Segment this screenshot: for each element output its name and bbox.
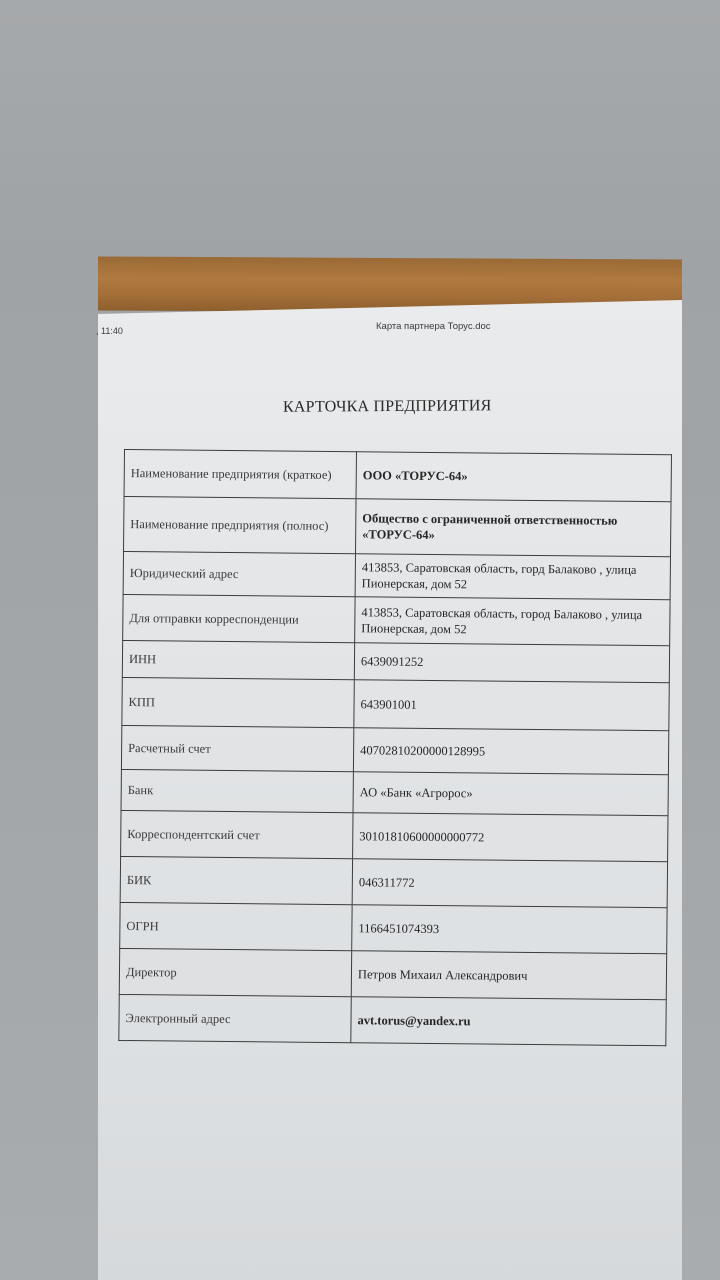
table-row: [124, 497, 672, 557]
table-row: [120, 856, 667, 907]
row-label: Корреспондентский счет: [121, 810, 353, 858]
row-value: Общество с ограниченной ответственностью «ТОРУС-64»: [356, 499, 672, 557]
row-label: Банк: [121, 769, 353, 812]
company-card-table: [118, 449, 672, 1046]
row-value: 643901001: [354, 680, 669, 731]
row-label: Для отправки корреспонденции: [123, 594, 355, 642]
row-label: Расчетный счет: [121, 725, 353, 771]
row-value: АО «Банк «Агророс»: [353, 772, 668, 816]
table-row: [119, 948, 666, 999]
print-time: , 11:40: [96, 326, 123, 336]
row-label: Электронный адрес: [119, 994, 351, 1042]
table-row: [121, 725, 668, 774]
row-value: Петров Михаил Александрович: [351, 951, 666, 1000]
table-row: [122, 640, 669, 682]
table-row: [119, 994, 666, 1045]
row-value: 1166451074393: [352, 905, 667, 954]
row-label: Директор: [119, 948, 351, 996]
row-label: Наименование предприятия (полнос): [124, 497, 357, 554]
document-title: КАРТОЧКА ПРЕДПРИЯТИЯ: [282, 397, 492, 416]
table-row: [121, 810, 668, 861]
print-document-name: Карта партнера Торус.doc: [376, 321, 491, 332]
row-value: 40702810200000128995: [353, 728, 668, 775]
row-label: ИНН: [122, 640, 354, 679]
table-row: [123, 552, 670, 600]
row-value: ООО «ТОРУС-64»: [356, 452, 671, 502]
row-value: 30101810600000000772: [353, 813, 668, 862]
table-row: [122, 677, 669, 730]
row-label: ОГРН: [120, 902, 352, 950]
row-value: 413853, Саратовская область, город Балаково , улица Пионерская, дом 52: [355, 597, 670, 646]
row-label: КПП: [122, 677, 354, 727]
table-row: [121, 769, 668, 815]
table-row: [124, 450, 671, 502]
row-label: БИК: [120, 856, 352, 904]
table-row: [123, 594, 670, 645]
row-value: 6439091252: [354, 643, 669, 683]
row-label: Юридический адрес: [123, 552, 355, 597]
row-value: avt.torus@yandex.ru: [351, 997, 666, 1046]
row-value: 046311772: [352, 859, 667, 908]
table-row: [120, 902, 667, 953]
row-label: Наименование предприятия (краткое): [124, 450, 356, 499]
row-value: 413853, Саратовская область, горд Балаково , улица Пионерская, дом 52: [355, 554, 670, 600]
